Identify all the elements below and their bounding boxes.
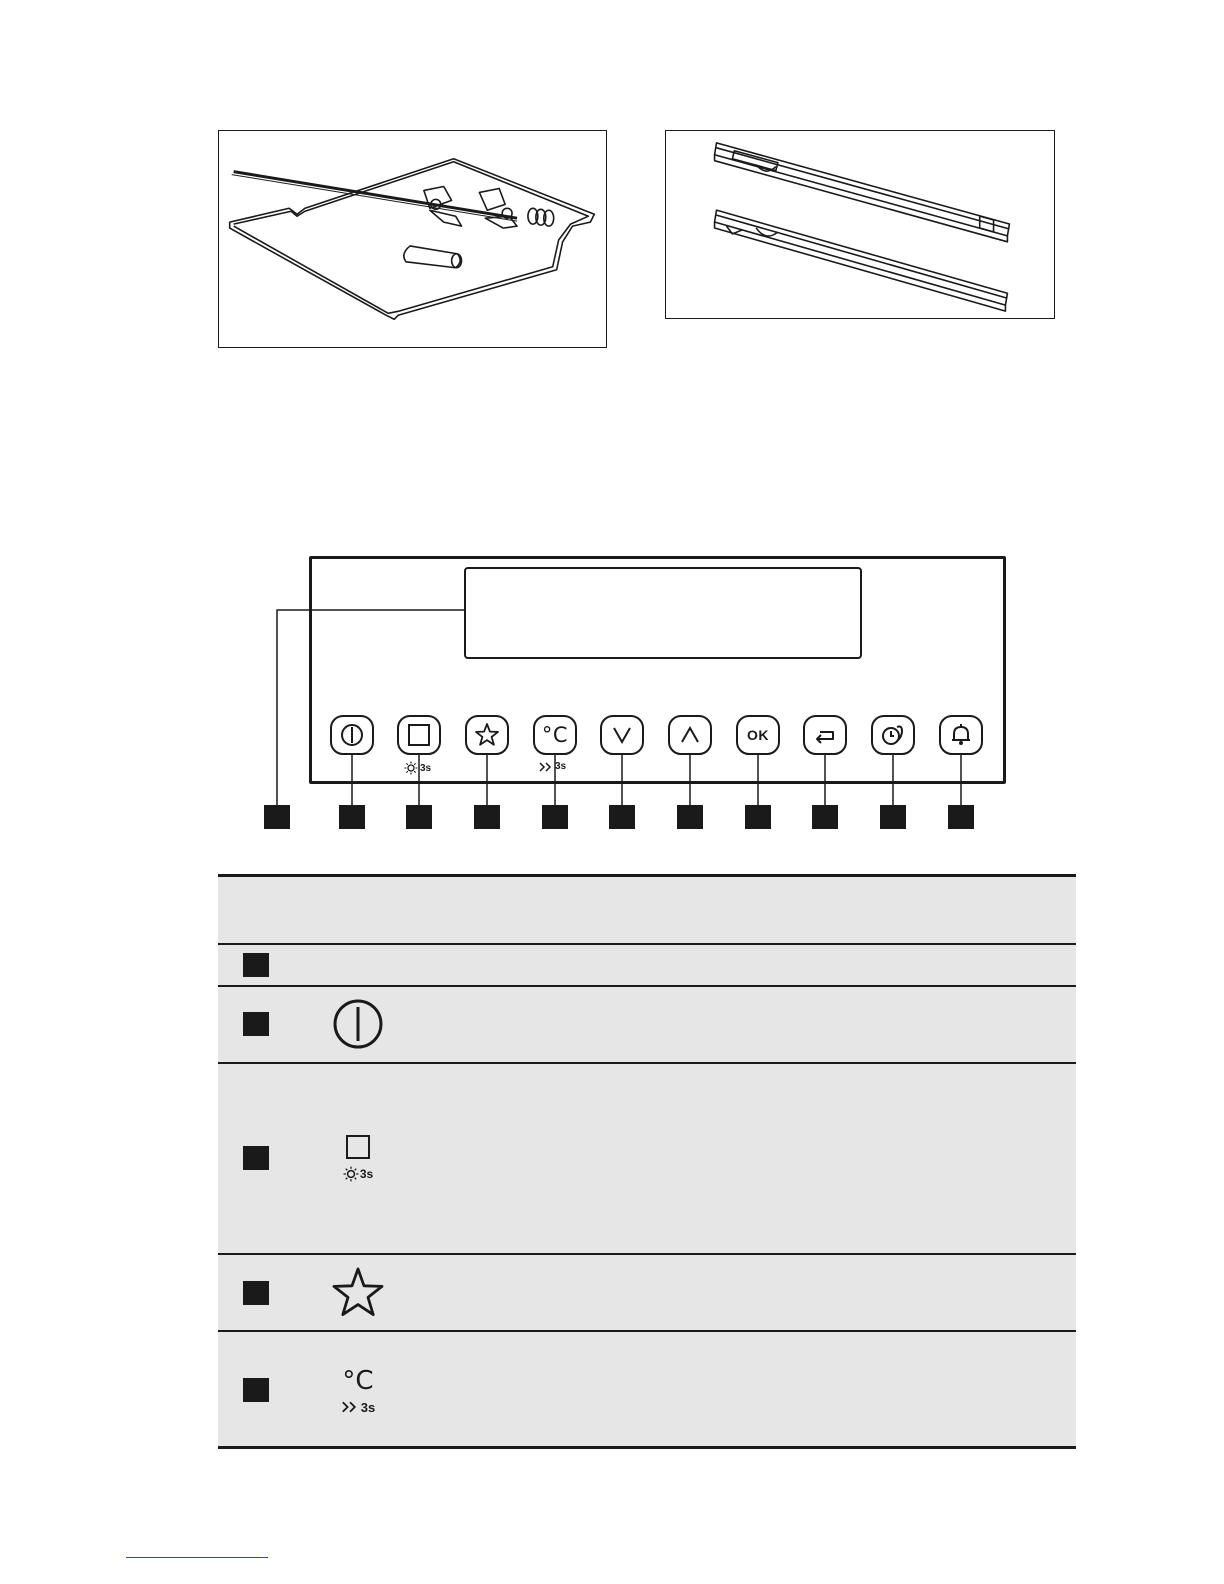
row-number-marker [243,1146,269,1170]
timer-button[interactable] [871,715,915,755]
square-icon [405,721,433,749]
ok-label: OK [747,727,769,743]
callout-marker [264,805,290,829]
callout-marker [609,805,635,829]
callout-marker [339,805,365,829]
row-sublabel-text: 3s [360,1399,376,1415]
callout-marker [406,805,432,829]
temperature-sublabel-text: 3s [555,761,567,772]
function-table [218,874,1076,1449]
clock-pot-icon [879,721,907,749]
lamp-icon [404,761,418,775]
up-button[interactable] [668,715,712,755]
temperature-sublabel [539,761,566,772]
back-arrow-icon [811,721,839,749]
temperature-symbol: °C [342,1365,374,1396]
row-sublabel [341,1400,375,1415]
row-symbol [323,995,393,1053]
callout-marker [745,805,771,829]
display [464,567,862,659]
temperature-label: °C [541,723,569,747]
callout-marker [812,805,838,829]
chevron-down-icon [608,721,636,749]
row-number-marker [243,1012,269,1036]
function-sublabel-text: 3s [420,762,432,774]
temperature-button[interactable] [533,715,577,755]
rotisserie-drawing [219,131,606,347]
table-row [218,943,1076,985]
table-row [218,1062,1076,1253]
function-button[interactable] [397,715,441,755]
table-row [218,1330,1076,1446]
footer-rule [126,1557,268,1558]
favourite-button[interactable] [465,715,509,755]
power-icon [331,997,385,1051]
row-sublabel-text: 3s [359,1167,374,1181]
callout-marker [677,805,703,829]
callout-marker [880,805,906,829]
lamp-icon [343,1166,359,1182]
table-header [218,877,1076,943]
table-row [218,985,1076,1062]
double-chevron-icon [539,762,553,772]
row-symbol [323,1358,393,1422]
row-number-marker [243,1378,269,1402]
callout-marker [542,805,568,829]
chevron-up-icon [676,721,704,749]
rails-drawing [666,131,1054,318]
bell-icon [947,721,975,749]
callout-marker [948,805,974,829]
star-icon [473,721,501,749]
callout-marker [474,805,500,829]
power-icon [338,721,366,749]
row-number-marker [243,1281,269,1305]
row-symbol [323,1128,393,1188]
ok-button[interactable] [736,715,780,755]
function-sublabel [404,761,431,775]
star-icon [329,1265,387,1321]
row-number-marker [243,953,269,977]
row-sublabel [343,1166,373,1182]
row-symbol [323,1263,393,1323]
telescopic-runners-illustration [665,130,1055,319]
rotisserie-illustration [218,130,607,348]
table-row [218,1253,1076,1330]
bell-button[interactable] [939,715,983,755]
power-button[interactable] [330,715,374,755]
square-icon [345,1134,371,1160]
double-chevron-icon [341,1401,359,1413]
back-button[interactable] [803,715,847,755]
down-button[interactable] [600,715,644,755]
